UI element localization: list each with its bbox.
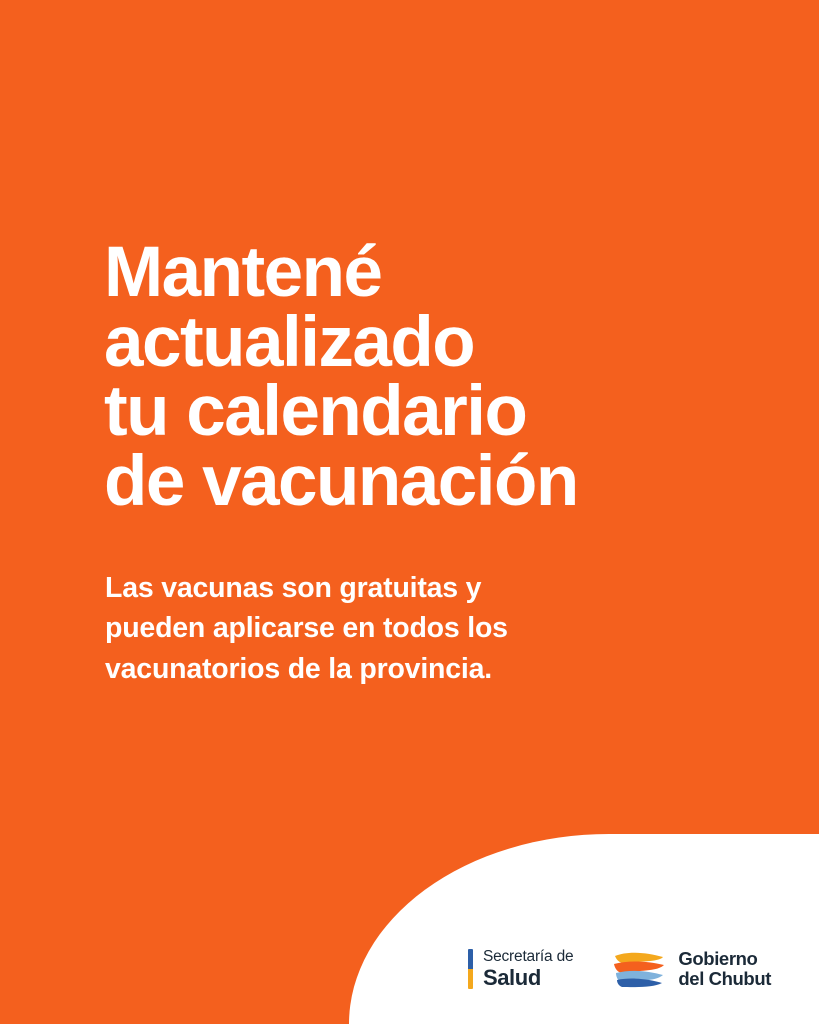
salud-logo-line-1: Secretaría de <box>482 948 574 966</box>
subtitle <box>105 568 725 689</box>
secretaria-de-salud-logo <box>468 949 573 989</box>
subtitle-line-3: vacunatorios de la provincia. <box>105 652 492 685</box>
headline-line-2: actualizado <box>104 302 475 382</box>
subtitle-line-1: Las vacunas son gratuitas y <box>105 572 482 604</box>
headline-line-4: de vacunación <box>104 441 578 521</box>
headline-line-1: Mantené <box>104 233 382 312</box>
chubut-logo-line-1: Gobierno <box>678 947 758 969</box>
salud-bar-icon <box>468 949 473 989</box>
headline-line-3: tu calendario <box>104 372 527 452</box>
chubut-emblem-icon <box>611 949 667 989</box>
gobierno-del-chubut-logo <box>611 949 771 990</box>
subtitle-line-2: pueden aplicarse en todos los <box>105 612 508 645</box>
page-title <box>104 233 744 521</box>
white-curve-decoration <box>349 834 819 1024</box>
chubut-logo-line-2: del Chubut <box>678 968 771 990</box>
footer-logo-group <box>468 949 771 990</box>
salud-logo-text <box>483 949 573 989</box>
salud-logo-line-2: Salud <box>482 964 541 990</box>
chubut-logo-text <box>678 949 771 990</box>
